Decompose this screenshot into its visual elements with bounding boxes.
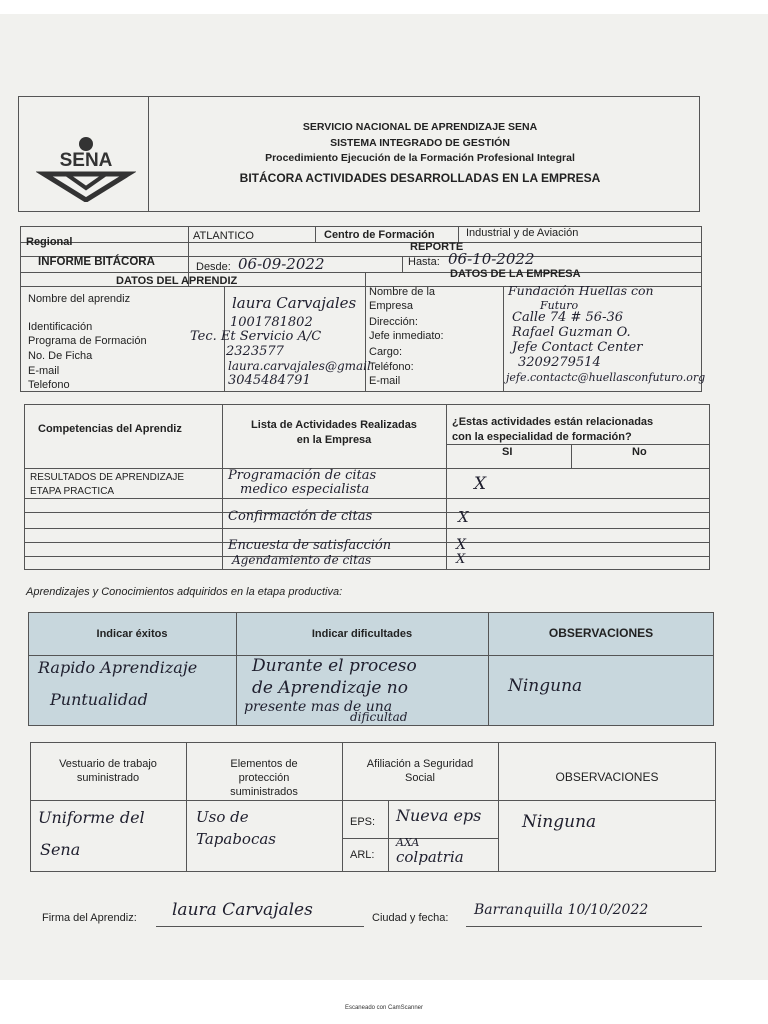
nombre-aprendiz-value: laura Carvajales [232,294,357,312]
logo-text: SENA [59,150,113,171]
email-aprendiz-label: E-mail [28,365,60,377]
exito-2: Puntualidad [50,690,148,709]
empresa-email-label: E-mail [369,375,401,387]
nombre-aprendiz-label: Nombre del aprendiz [28,293,131,305]
dificultades-header: Indicar dificultades [311,628,413,640]
header-line1: SERVICIO NACIONAL DE APRENDIZAJE SENA [302,121,538,133]
actividades-header-2: en la Empresa [296,434,372,446]
resultados-label-1: RESULTADOS DE APRENDIZAJE [30,472,185,483]
empresa-email-value: jefe.contactc@huellasconfuturo.org [506,371,706,384]
actividad-4-mark: X [456,552,466,567]
scanner-watermark: Escaneado con CamScanner [344,1005,424,1011]
elementos-header-2: protección [238,772,290,784]
cargo-value: Jefe Contact Center [512,340,643,355]
ficha-value: 2323577 [226,344,284,359]
arl-label: ARL: [350,849,375,861]
elementos-header-3: suministrados [230,786,298,798]
dificultad-4: dificultad [350,710,408,724]
header-line2: SISTEMA INTEGRADO DE GESTIÓN [330,137,510,149]
actividades-header-1: Lista de Actividades Realizadas [251,419,417,431]
reporte-label: REPORTE [410,241,464,253]
empresa-nombre-value-2: Futuro [540,299,579,312]
header-line4: BITÁCORA ACTIVIDADES DESARROLLADAS EN LA EMPRESA [239,171,601,185]
eps-label: EPS: [350,816,376,828]
firma-value: laura Carvajales [172,900,313,920]
desde-label: Desde: [196,261,231,273]
si-header: SI [502,446,513,458]
cargo-label: Cargo: [369,346,403,358]
dificultad-3: presente mas de una [244,699,393,715]
competencias-header: Competencias del Aprendiz [38,423,182,435]
observacion-exitos: Ninguna [508,676,583,696]
header-line3: Procedimiento Ejecución de la Formación Profesional Integral [265,152,575,164]
arl-value-1: AXA [396,836,420,849]
firma-label: Firma del Aprendiz: [42,912,137,924]
telefono-aprendiz-label: Telefono [28,379,70,391]
afiliacion-header-2: Social [405,772,435,784]
observaciones-header-1: OBSERVACIONES [548,626,654,640]
regional-label: Regional [26,236,73,248]
exitos-header: Indicar éxitos [96,628,168,640]
elementos-value-2: Tapabocas [196,830,277,848]
vestuario-header-2: suministrado [76,772,140,784]
desde-value: 06-09-2022 [238,255,325,273]
telefono-aprendiz-value: 3045484791 [228,373,311,388]
programa-label: Programa de Formación [28,335,147,347]
hasta-value: 06-10-2022 [448,250,535,268]
afiliacion-header-1: Afiliación a Seguridad [366,758,474,770]
actividad-1-line1: Programación de citas [228,468,377,483]
actividad-1-mark: X [474,474,487,494]
eps-value: Nueva eps [396,806,482,825]
relacion-header-1: ¿Estas actividades están relacionadas [452,416,654,428]
email-aprendiz-value: laura.carvajales@gmail [228,359,371,373]
regional-value: ATLANTICO [193,230,254,242]
direccion-value: Calle 74 # 56-36 [512,310,624,325]
actividad-3-line1: Encuesta de satisfacción [228,538,392,553]
programa-value: Tec. Et Servicio A/C [190,329,322,344]
actividad-2-mark: X [458,508,469,526]
ciudad-label: Ciudad y fecha: [372,912,449,924]
vestuario-value-2: Sena [40,840,81,859]
empresa-nombre-label-1: Nombre de la [369,286,436,298]
informe-label: INFORME BITÁCORA [38,256,155,268]
centro-label: Centro de Formación [324,229,435,241]
vestuario-value-1: Uniforme del [38,808,145,827]
observaciones-header-2: OBSERVACIONES [555,770,659,784]
elementos-value-1: Uso de [196,808,249,826]
actividad-3-mark: X [456,537,466,553]
aprendizajes-label: Aprendizajes y Conocimientos adquiridos en la etapa productiva: [26,586,343,598]
dificultad-2: de Aprendizaje no [252,678,408,698]
identificacion-value: 1001781802 [230,315,313,330]
ciudad-value: Barranquilla 10/10/2022 [474,902,649,918]
aprendiz-title: DATOS DEL APRENDIZ [116,275,238,287]
centro-value: Industrial y de Aviación [466,227,579,239]
no-header: No [632,446,647,458]
empresa-nombre-value-1: Fundación Huellas con [508,283,654,298]
empresa-telefono-value: 3209279514 [518,355,601,370]
relacion-header-2: con la especialidad de formación? [452,431,632,443]
elementos-header-1: Elementos de [230,758,298,770]
arl-value-2: colpatria [396,848,464,866]
observacion-seguridad: Ninguna [522,812,597,832]
resultados-label-2: ETAPA PRACTICA [30,486,115,497]
hasta-label: Hasta: [408,256,440,268]
exito-1: Rapido Aprendizaje [38,658,198,677]
actividad-1-line2: medico especialista [240,482,370,497]
actividad-4-line1: Agendamiento de citas [232,553,372,567]
sena-logo [36,136,136,202]
vestuario-header-1: Vestuario de trabajo [59,758,157,770]
dificultad-1: Durante el proceso [252,656,417,676]
direccion-label: Dirección: [369,316,418,328]
ficha-label: No. De Ficha [28,350,93,362]
identificacion-label: Identificación [28,321,93,333]
actividad-2-line1: Confirmación de citas [228,509,373,524]
empresa-telefono-label: Teléfono: [369,361,414,373]
jefe-label: Jefe inmediato: [369,330,444,342]
jefe-value: Rafael Guzman O. [512,325,631,340]
empresa-title: DATOS DE LA EMPRESA [450,268,581,280]
empresa-nombre-label-2: Empresa [369,300,414,312]
